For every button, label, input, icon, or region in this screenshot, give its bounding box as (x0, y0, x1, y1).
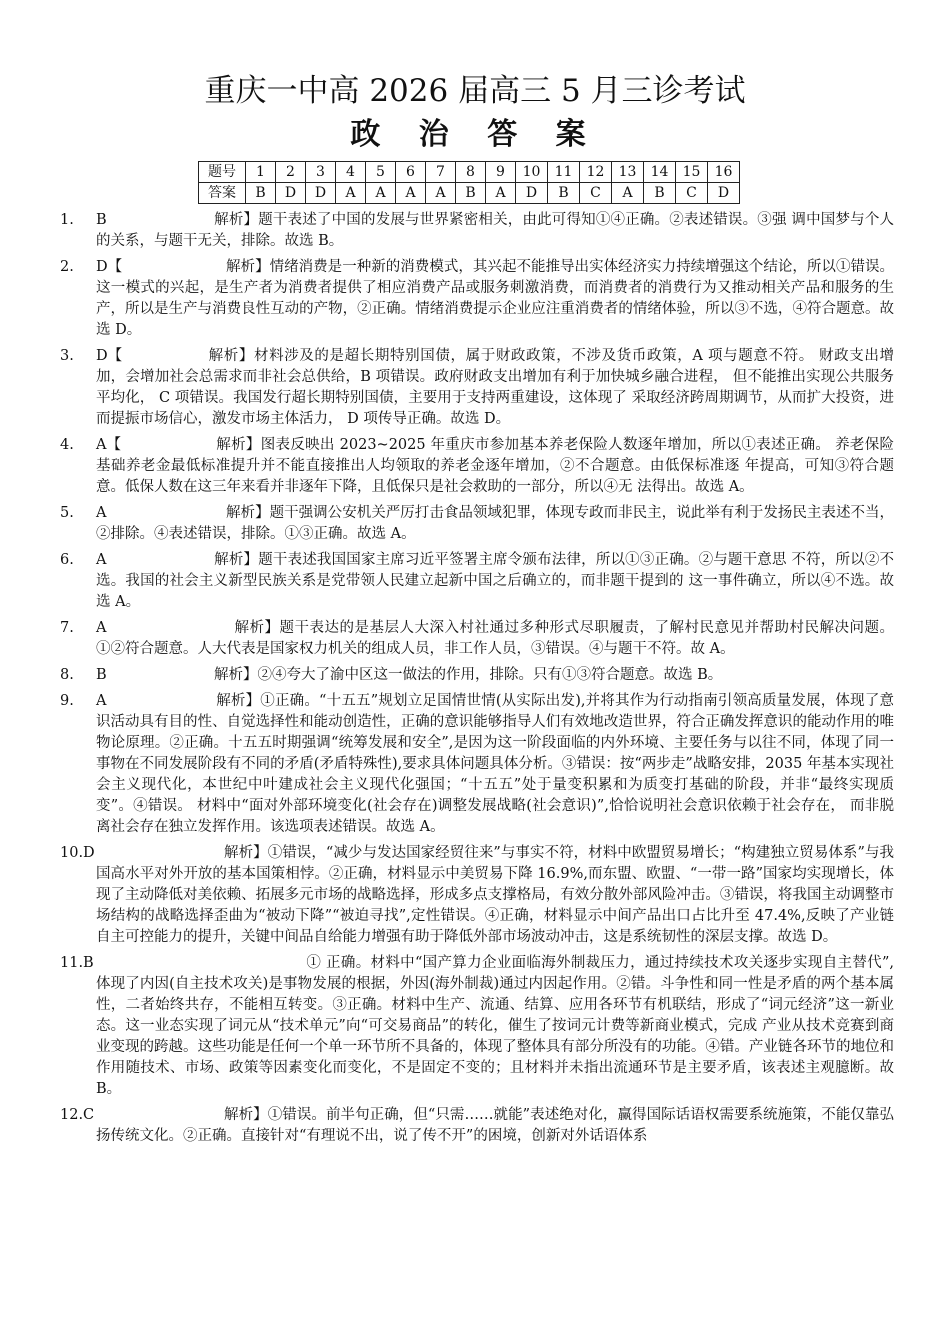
answer-table-row-label: 答案 (199, 183, 246, 204)
explanation-item (60, 665, 894, 686)
answer-table-number-row (199, 162, 740, 183)
explanation-item (60, 1105, 894, 1147)
explanation-item (60, 346, 894, 430)
answer-cell: D (276, 183, 306, 204)
item-answer: A (96, 552, 107, 568)
question-number-cell: 7 (426, 162, 456, 183)
answer-cell: B (246, 183, 276, 204)
item-number: 7. (60, 620, 74, 636)
question-number-cell: 3 (306, 162, 336, 183)
item-answer: D【 (96, 348, 123, 364)
analysis-label: 解析】 (226, 259, 270, 275)
item-number: 3. (60, 348, 74, 364)
answer-cell: D (516, 183, 548, 204)
item-number: 10.D (60, 845, 95, 861)
question-number-cell: 14 (644, 162, 676, 183)
question-number-cell: 4 (336, 162, 366, 183)
explanation-item (60, 435, 894, 498)
question-number-cell: 2 (276, 162, 306, 183)
question-number-cell: 10 (516, 162, 548, 183)
explanation-item (60, 210, 894, 252)
analysis-text: ①错误。前半句正确，但“只需……就能”表述绝对化，赢得国际话语权需要系统施策，不能仅靠弘扬传统文化。②正确。直接针对“有理说不出，说了传不开”的困境，创新对外话语体系 (96, 1107, 894, 1144)
analysis-text: 题干表述了中国的发展与世界紧密相关，由此可得知①④正确。②表述错误。③强 调中国梦与个人的关系，与题干无关，排除。故选 B。 (96, 212, 895, 249)
analysis-label: 解析】 (226, 505, 270, 521)
answer-explanations (60, 210, 894, 1152)
answer-cell: D (708, 183, 740, 204)
item-number: 5. (60, 505, 74, 521)
answer-table-answer-row (199, 183, 740, 204)
question-number-cell: 15 (676, 162, 708, 183)
answer-cell: C (580, 183, 612, 204)
answer-table (198, 161, 740, 204)
analysis-label: 解析】 (234, 620, 280, 636)
question-number-cell: 5 (366, 162, 396, 183)
analysis-label: 解析】 (208, 348, 254, 364)
explanation-item (60, 618, 894, 660)
item-number: 8. (60, 667, 74, 683)
explanation-item (60, 843, 894, 948)
question-number-cell: 8 (456, 162, 486, 183)
answer-cell: B (456, 183, 486, 204)
analysis-label: 解析】 (216, 693, 261, 709)
item-number: 1. (60, 212, 74, 228)
analysis-text: 题干强调公安机关严厉打击食品领域犯罪，体现专政而非民主，说此举有利于发扬民主表述不当，②排除。④表述错误，排除。①③正确。故选 A。 (96, 505, 895, 542)
analysis-text: 情绪消费是一种新的消费模式，其兴起不能推导出实体经济实力持续增强这个结论，所以①错误。这一模式的兴起，是生产者为消费者提供了相应消费产品或服务刺激消费，而消费者的消费行为又推动相关产品和服务的生产，所以是生产与消费良性互动的产物，②正确。情绪消费提示企业应注重消费者的情绪体验，所以③不选，④符合题意。故选 D。 (96, 259, 895, 338)
item-answer: B (96, 212, 107, 228)
analysis-text: 图表反映出 2023~2025 年重庆市参加基本养老保险人数逐年增加，所以①表述正确。 养老保险基础养老金最低标准提升并不能直接推出人均领取的养老金逐年增加，②不合题意。由低保标准逐 年提高，可知③符合题意。低保人数在这三年来看并非逐年下降，且低保只是社会救助的一部分，所以④无 法得出。故选 A。 (96, 437, 895, 495)
analysis-text: 材料涉及的是超长期特别国债，属于财政政策，不涉及货币政策，A 项与题意不符。 财政支出增加，会增加社会总需求而非社会总供给，B 项错误。政府财政支出增加有利于加快城乡融合进程， 但不能推出实现公共服务平均化， C 项错误。我国发行超长期特别国债，主要用于支持两重建设，这体现了 采取经济跨周期调节，从而扩大投资，进而提振市场信心，激发市场主体活力， D 项传导正确。故选 D。 (96, 348, 895, 427)
answer-cell: A (486, 183, 516, 204)
analysis-label: 解析】 (224, 845, 268, 861)
question-number-cell: 12 (580, 162, 612, 183)
analysis-text: 题干表述我国国家主席习近平签署主席令颁布法律，所以①③正确。②与题干意思 不符，所以②不选。我国的社会主义新型民族关系是党带领人民建立起新中国之后确立的，而非题干提到的 这一事件确立，所以④不选。故选 A。 (96, 552, 895, 610)
question-number-cell: 11 (548, 162, 580, 183)
analysis-label: 解析】 (216, 437, 261, 453)
question-number-cell: 16 (708, 162, 740, 183)
document-title: 重庆一中高 2026 届高三 5 月三诊考试 (204, 73, 746, 109)
document-subtitle: 政 治 答 案 (350, 117, 600, 152)
analysis-text: ①错误，“减少与发达国家经贸往来”与事实不符，材料中欧盟贸易增长；“构建独立贸易体系”与我国高水平对外开放的基本国策相悖。②正确，材料显示中美贸易下降 16.9%,而东盟、欧盟、“一带一路”国家均实现增长，体现了主动降低对美依赖、拓展多元市场的战略选择，形成多点支撑格局，有效分散外部风险冲击。③错误，将我国主动调整市场结构的战略选择歪曲为“被动下降”“被迫寻找”,定性错误。④正确，材料显示中间产品出口占比升至 47.4%,反映了产业链自主可控能力的提升，关键中间品自给能力增强有助于降低外部市场波动冲击，这是系统韧性的深层支撑。故选 D。 (96, 845, 894, 945)
answer-cell: C (676, 183, 708, 204)
question-number-cell: 1 (246, 162, 276, 183)
analysis-label: 解析】 (214, 212, 259, 228)
item-answer: B (96, 667, 107, 683)
item-answer: A【 (96, 437, 121, 453)
explanation-item (60, 550, 894, 613)
answer-cell: D (306, 183, 336, 204)
item-answer: D【 (96, 259, 123, 275)
answer-cell: A (396, 183, 426, 204)
analysis-text: 题干表达的是基层人大深入村社通过多种形式尽职履责，了解村民意见并帮助村民解决问题。①②符合题意。人大代表是国家权力机关的组成人员，非工作人员，③错误。④与题干不符。故 A。 (96, 620, 894, 657)
analysis-label: 解析】 (214, 667, 258, 683)
question-number-cell: 6 (396, 162, 426, 183)
answer-table-row-label: 题号 (199, 162, 246, 183)
item-number: 2. (60, 259, 74, 275)
analysis-label: 解析】 (214, 552, 259, 568)
analysis-label: 解析】 (224, 1107, 268, 1123)
item-answer: A (96, 620, 107, 636)
item-number: 9. (60, 693, 74, 709)
item-number: 11.B (60, 955, 94, 971)
item-number: 6. (60, 552, 74, 568)
answer-cell: A (426, 183, 456, 204)
explanation-item (60, 691, 894, 838)
analysis-text: ②④夸大了渝中区这一做法的作用，排除。只有①③符合题意。故选 B。 (257, 667, 723, 683)
answer-cell: B (644, 183, 676, 204)
question-number-cell: 9 (486, 162, 516, 183)
explanation-item (60, 257, 894, 341)
answer-cell: A (612, 183, 644, 204)
answer-cell: A (366, 183, 396, 204)
explanation-item (60, 503, 894, 545)
explanation-item (60, 953, 894, 1100)
item-number: 4. (60, 437, 74, 453)
analysis-text: ① 正确。材料中“国产算力企业面临海外制裁压力，通过持续技术攻关逐步实现自主替代”,体现了内因(自主技术攻关)是事物发展的根据，外因(海外制裁)通过内因起作用。②错。斗争性和同一性是矛盾的两个基本属性，二者始终共存，不能相互转变。③正确。材料中生产、流通、结算、应用各环节有机联结，形成了“词元经济”这一新业态。这一业态实现了词元从“技术单元”向“可交易商品”的转化，催生了按词元计费等新商业模式，完成 产业从技术竞赛到商业变现的跨越。这些功能是任何一个单一环节所不具备的，体现了整体具有部分所没有的功能。④错。产业链各环节的地位和作用随技术、市场、政策等因素变化而变化，不是固定不变的；且材料并未指出流通环节是主要矛盾，该表述主观臆断。故 B。 (96, 955, 894, 1097)
item-number: 12.C (60, 1107, 95, 1123)
item-answer: A (96, 693, 107, 709)
item-answer: A (96, 505, 107, 521)
answer-cell: B (548, 183, 580, 204)
question-number-cell: 13 (612, 162, 644, 183)
analysis-text: ①正确。“十五五”规划立足国情世情(从实际出发),并将其作为行动指南引领高质量发展，体现了意识活动具有目的性、自觉选择性和能动创造性，正确的意识能够指导人们有效地改造世界，符合正确发挥意识的能动作用的唯物论原理。②正确。十五五时期强调“统筹发展和安全”,是因为这一阶段面临的内外环境、主要任务与以往不同，体现了同一事物在不同发展阶段有不同的矛盾(矛盾特殊性),要求具体问题具体分析。③错误：按“两步走”战略安排，2035 年基本实现社会主义现代化，本世纪中叶建成社会主义现代化强国；“十五五”处于量变积累和为质变打基础的阶段，并非“最终实现质变”。④错误。 材料中“面对外部环境变化(社会存在)调整发展战略(社会意识)”,恰恰说明社会意识依赖于社会存在， 而非脱离社会存在独立发挥作用。该选项表述错误。故选 A。 (96, 693, 895, 835)
answer-cell: A (336, 183, 366, 204)
